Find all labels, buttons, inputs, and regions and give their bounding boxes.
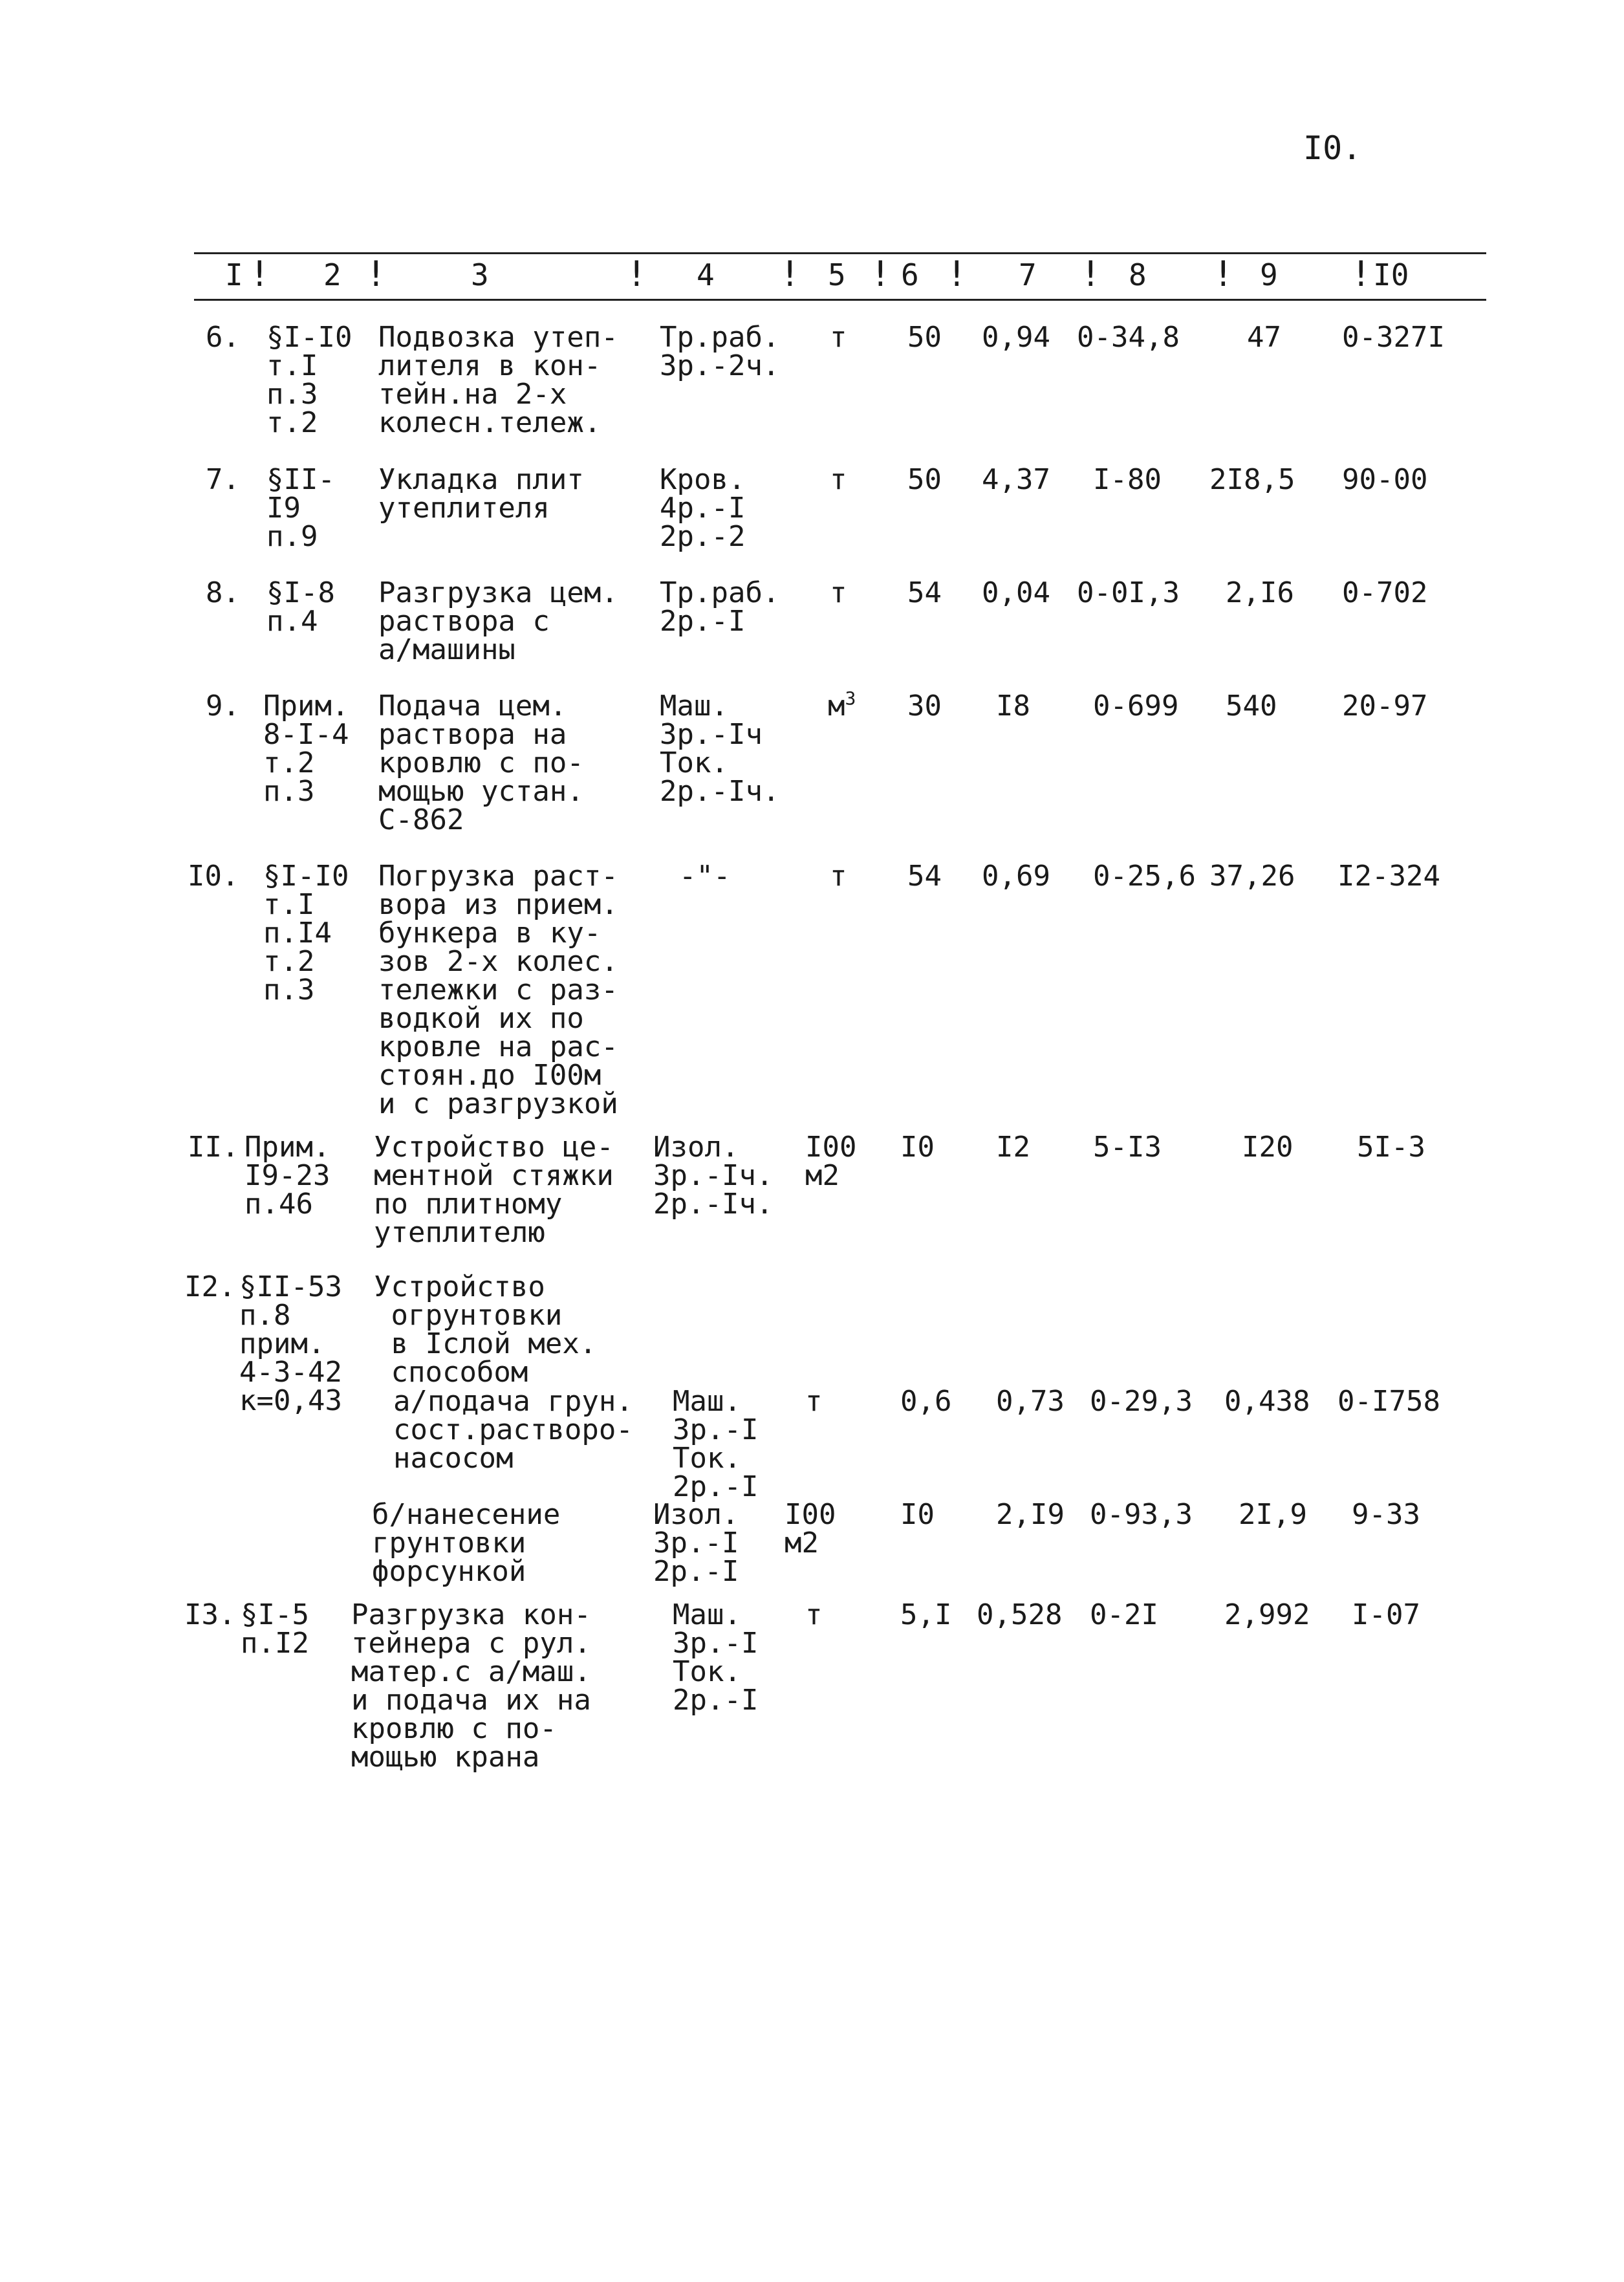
- col-header-8: 8: [1129, 257, 1147, 292]
- col-9-value: 2I,9: [1239, 1498, 1307, 1531]
- col-6-value: I0: [900, 1498, 935, 1531]
- col-8-value: 5-I3: [1093, 1131, 1162, 1164]
- col-7-value: 0,528: [977, 1598, 1063, 1631]
- col-separator: !: [946, 254, 968, 294]
- unit: I00 м2: [785, 1498, 836, 1559]
- col-10-value: 0-702: [1342, 576, 1428, 609]
- col-header-2: 2: [323, 257, 341, 292]
- work-description: Погрузка раст- вора из прием. бункера в ку- зов 2-х колес. тележки с раз- водкой их по кровле на рас- стоян.до I00м и с разгрузкой: [378, 860, 618, 1120]
- col-10-value: 90-00: [1342, 463, 1428, 496]
- col-6-value: 0,6: [900, 1385, 952, 1418]
- unit-superscript: 3: [845, 688, 856, 709]
- col-6-value: 30: [907, 690, 942, 723]
- crew-composition: Тр.раб. 3р.-2ч.: [660, 321, 780, 382]
- col-9-value: 2I8,5: [1209, 463, 1295, 496]
- col-10-value: 20-97: [1342, 690, 1428, 723]
- crew-composition: Маш. 3р.-I Ток. 2р.-I: [673, 1385, 759, 1503]
- col-separator: !: [1213, 254, 1234, 294]
- col-separator: !: [1080, 254, 1101, 294]
- col-separator: !: [1350, 254, 1372, 294]
- col-header-10: I0: [1373, 257, 1409, 292]
- col-6-value: 54: [907, 576, 942, 609]
- col-10-value: 5I-3: [1357, 1131, 1425, 1164]
- row-number: I0.: [188, 860, 239, 893]
- col-10-value: I2-324: [1337, 860, 1440, 893]
- col-header-4: 4: [697, 257, 715, 292]
- row-number: 6.: [206, 321, 240, 354]
- col-10-value: I-07: [1352, 1598, 1420, 1631]
- crew-composition: Изол. 3р.-Iч. 2р.-Iч.: [653, 1131, 774, 1221]
- crew-composition: Кров. 4р.-I 2р.-2: [660, 463, 746, 553]
- col-10-value: 9-33: [1352, 1498, 1420, 1531]
- col-header-6: 6: [901, 257, 919, 292]
- col-9-value: 2,I6: [1226, 576, 1294, 609]
- col-8-value: 0-29,3: [1090, 1385, 1193, 1418]
- work-description: Укладка плит утеплителя: [378, 463, 584, 525]
- col-header-3: 3: [471, 257, 489, 292]
- col-7-value: 2,I9: [996, 1498, 1065, 1531]
- row-number: 9.: [206, 690, 240, 723]
- row-number: II.: [188, 1131, 239, 1164]
- col-header-1: I: [225, 257, 243, 292]
- work-description: а/подача грун. сост.растворо- насосом: [393, 1385, 633, 1475]
- norm-reference: §I-8 п.4: [266, 576, 335, 638]
- col-8-value: 0-93,3: [1090, 1498, 1193, 1531]
- col-8-value: 0-699: [1093, 690, 1179, 723]
- col-7-value: 0,69: [982, 860, 1050, 893]
- col-separator: !: [870, 254, 891, 294]
- norm-reference: §II- I9 п.9: [266, 463, 335, 553]
- norm-reference: Прим. 8-I-4 т.2 п.3: [263, 690, 349, 808]
- col-header-9: 9: [1260, 257, 1278, 292]
- col-9-value: 47: [1247, 321, 1281, 354]
- work-description: Подвозка утеп- лителя в кон- тейн.на 2-х колесн.тележ.: [378, 321, 618, 439]
- norm-reference: Прим. I9-23 п.46: [244, 1131, 330, 1221]
- col-7-value: I2: [996, 1131, 1030, 1164]
- row-number: 8.: [206, 576, 240, 609]
- col-6-value: 50: [907, 321, 942, 354]
- col-9-value: 2,992: [1224, 1598, 1310, 1631]
- norm-reference: §I-5 п.I2: [241, 1598, 309, 1660]
- col-10-value: 0-327I: [1342, 321, 1445, 354]
- col-header-7: 7: [1019, 257, 1037, 292]
- col-7-value: I8: [996, 690, 1030, 723]
- unit: т: [830, 463, 847, 496]
- col-9-value: 37,26: [1209, 860, 1295, 893]
- col-9-value: 540: [1226, 690, 1277, 723]
- unit: т: [830, 321, 847, 354]
- col-8-value: 0-2I: [1090, 1598, 1158, 1631]
- table-header-rule: [194, 299, 1486, 301]
- unit: т: [830, 576, 847, 609]
- work-description: Разгрузка цем. раствора с а/машины: [378, 576, 618, 666]
- col-9-value: I20: [1242, 1131, 1294, 1164]
- col-separator: !: [249, 254, 270, 294]
- col-8-value: 0-25,6: [1093, 860, 1196, 893]
- col-separator: !: [779, 254, 801, 294]
- unit: I00 м2: [805, 1131, 857, 1192]
- page-number: I0.: [1303, 129, 1362, 167]
- col-7-value: 0,04: [982, 576, 1050, 609]
- col-6-value: 5,I: [900, 1598, 952, 1631]
- col-separator: !: [626, 254, 647, 294]
- row-number: I2.: [184, 1270, 236, 1303]
- crew-composition: Изол. 3р.-I 2р.-I: [653, 1498, 739, 1588]
- unit: т: [805, 1385, 823, 1418]
- col-8-value: 0-0I,3: [1077, 576, 1180, 609]
- crew-composition: Маш. 3р.-I Ток. 2р.-I: [673, 1598, 759, 1717]
- col-9-value: 0,438: [1224, 1385, 1310, 1418]
- col-8-value: I-80: [1093, 463, 1162, 496]
- norm-reference: §II-53 п.8 прим. 4-3-42 к=0,43: [239, 1270, 342, 1417]
- unit: т: [805, 1598, 823, 1631]
- col-header-5: 5: [828, 257, 846, 292]
- work-description: Разгрузка кон- тейнера с рул. матер.с а/маш. и подача их на кровлю с по- мощью крана: [351, 1598, 591, 1774]
- col-7-value: 0,94: [982, 321, 1050, 354]
- unit-base: м: [828, 690, 845, 723]
- col-6-value: 54: [907, 860, 942, 893]
- work-description: Устройство це- ментной стяжки по плитному утеплителю: [374, 1131, 614, 1249]
- norm-reference: §I-I0 т.I п.I4 т.2 п.3: [263, 860, 349, 1006]
- norm-reference: §I-I0 т.I п.3 т.2: [266, 321, 352, 439]
- col-8-value: 0-34,8: [1077, 321, 1180, 354]
- crew-composition: Тр.раб. 2р.-I: [660, 576, 780, 638]
- row-number: I3.: [184, 1598, 236, 1631]
- work-description: Устройство огрунтовки в Iслой мех. способом: [374, 1270, 597, 1389]
- work-description: Подача цем. раствора на кровлю с по- мощью устан. С-862: [378, 690, 584, 836]
- unit: [828, 688, 856, 723]
- col-7-value: 0,73: [996, 1385, 1065, 1418]
- col-separator: !: [365, 254, 387, 294]
- col-7-value: 4,37: [982, 463, 1050, 496]
- col-6-value: I0: [900, 1131, 935, 1164]
- unit: т: [830, 860, 847, 893]
- work-description: б/нанесение грунтовки форсункой: [372, 1498, 561, 1588]
- col-6-value: 50: [907, 463, 942, 496]
- row-number: 7.: [206, 463, 240, 496]
- table-top-rule: [194, 252, 1486, 254]
- crew-composition: -"-: [679, 860, 731, 893]
- col-10-value: 0-I758: [1337, 1385, 1440, 1418]
- crew-composition: Маш. 3р.-Iч Ток. 2р.-Iч.: [660, 690, 780, 808]
